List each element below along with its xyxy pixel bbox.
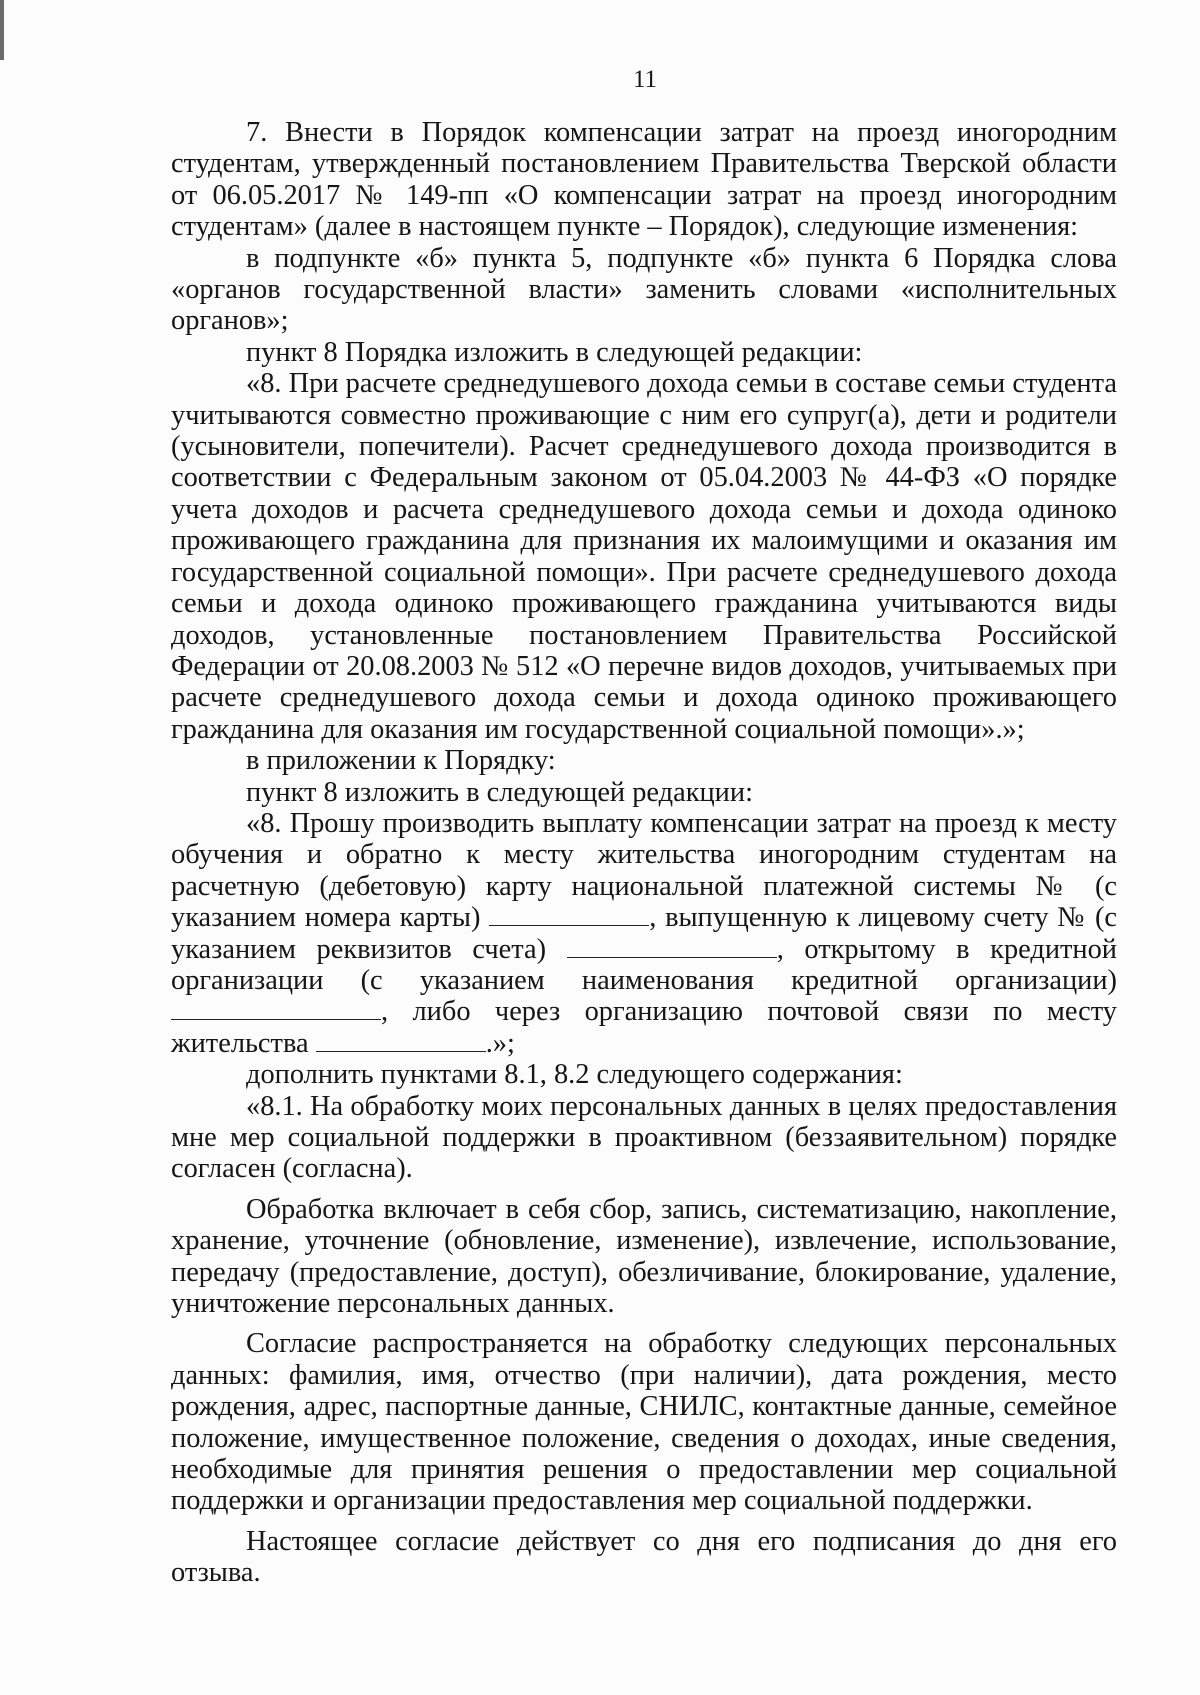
payment-text-part-5: .»; — [485, 1027, 515, 1059]
account-details-blank — [567, 935, 777, 958]
paragraph-point-8-text: «8. При расчете среднедушевого дохода семьи в составе семьи студента учитываются совместно проживающие с ним его супруг(а), дети и родители (усыновители, попечители). Расчет среднедушевого дохода производится в соответствии с Федеральным законом от 05.04.2003 № 44-ФЗ «О порядке учета доходов и расчета среднедушевого дохода семьи и дохода одиноко проживающего гражданина для признания их малоимущими и оказания им государственной социальной помощи». При расчете среднедушевого дохода семьи и дохода одиноко проживающего гражданина учитываются виды доходов, установленные постановлением Правительства Российской Федерации от 20.08.2003 № 512 «О перечне видов доходов, учитываемых при расчете среднедушевого дохода семьи и дохода одиноко проживающего гражданина для оказания им государственной социальной помощи».»; — [171, 368, 1117, 745]
page-number: 11 — [632, 66, 658, 93]
paragraph-point-8-intro: пункт 8 Порядка изложить в следующей редакции: — [246, 336, 863, 368]
paragraph-item-7: 7. Внести в Порядок компенсации затрат на проезд иногородним студентам, утвержденный постановлением Правительства Тверской области от 06.05.2017 № 149-пп «О компенсации затрат на проезд иногородним студентам» (далее в настоящем пункте – Порядок), следующие изменения: — [171, 117, 1117, 243]
paragraph-point-8-1: «8.1. На обработку моих персональных данных в целях предоставления мне мер социальной поддержки в проактивном (беззаявительном) порядке согласен (согласна). — [171, 1090, 1117, 1185]
payment-text-part-4: , либо через организацию почтовой связи по месту жительства — [171, 996, 1117, 1059]
paragraph-consent-validity: Настоящее согласие действует со дня его подписания до дня его отзыва. — [171, 1525, 1117, 1589]
paragraph-payment-request — [171, 808, 1117, 1059]
paragraph-consent-scope: Согласие распространяется на обработку следующих персональных данных: фамилия, имя, отчество (при наличии), дата рождения, место рождения, адрес, паспортные данные, СНИЛС, контактные данные, семейное положение, имущественное положение, сведения о доходах, иные сведения, необходимые для принятия решения о предоставлении мер социальной поддержки и организации предоставления мер социальной поддержки. — [171, 1328, 1117, 1517]
payment-text-part-3: , открытому в кредитной организации (с указанием наименования кредитной организации) — [171, 933, 1117, 996]
postal-address-blank — [316, 1029, 486, 1052]
payment-text-part-2: , выпущенную к лицевому счету № (с указанием реквизитов счета) — [171, 902, 1117, 965]
paragraph-amendment-words: в подпункте «б» пункта 5, подпункте «б» пункта 6 Порядка слова «органов государственной власти» заменить словами «исполнительных органов»; — [171, 242, 1117, 337]
paragraph-appendix-intro: в приложении к Порядку: — [246, 745, 556, 777]
paragraph-appendix-point-8-intro: пункт 8 изложить в следующей редакции: — [246, 776, 753, 808]
bank-name-blank — [171, 997, 381, 1020]
paragraph-add-points: дополнить пунктами 8.1, 8.2 следующего содержания: — [246, 1059, 903, 1091]
card-number-blank — [489, 903, 649, 926]
document-body — [171, 117, 1117, 1589]
paragraph-processing-scope: Обработка включает в себя сбор, запись, систематизацию, накопление, хранение, уточнение (обновление, изменение), извлечение, использование, передачу (предоставление, доступ), обезличивание, блокирование, удаление, уничтожение персональных данных. — [171, 1193, 1117, 1320]
scan-edge-mark — [0, 0, 4, 60]
payment-text-part-1: «8. Прошу производить выплату компенсации затрат на проезд к месту обучения и обратно к месту жительства иногородним студентам на расчетную (дебетовую) карту национальной платежной системы № (с указанием номера карты) — [171, 807, 1117, 934]
